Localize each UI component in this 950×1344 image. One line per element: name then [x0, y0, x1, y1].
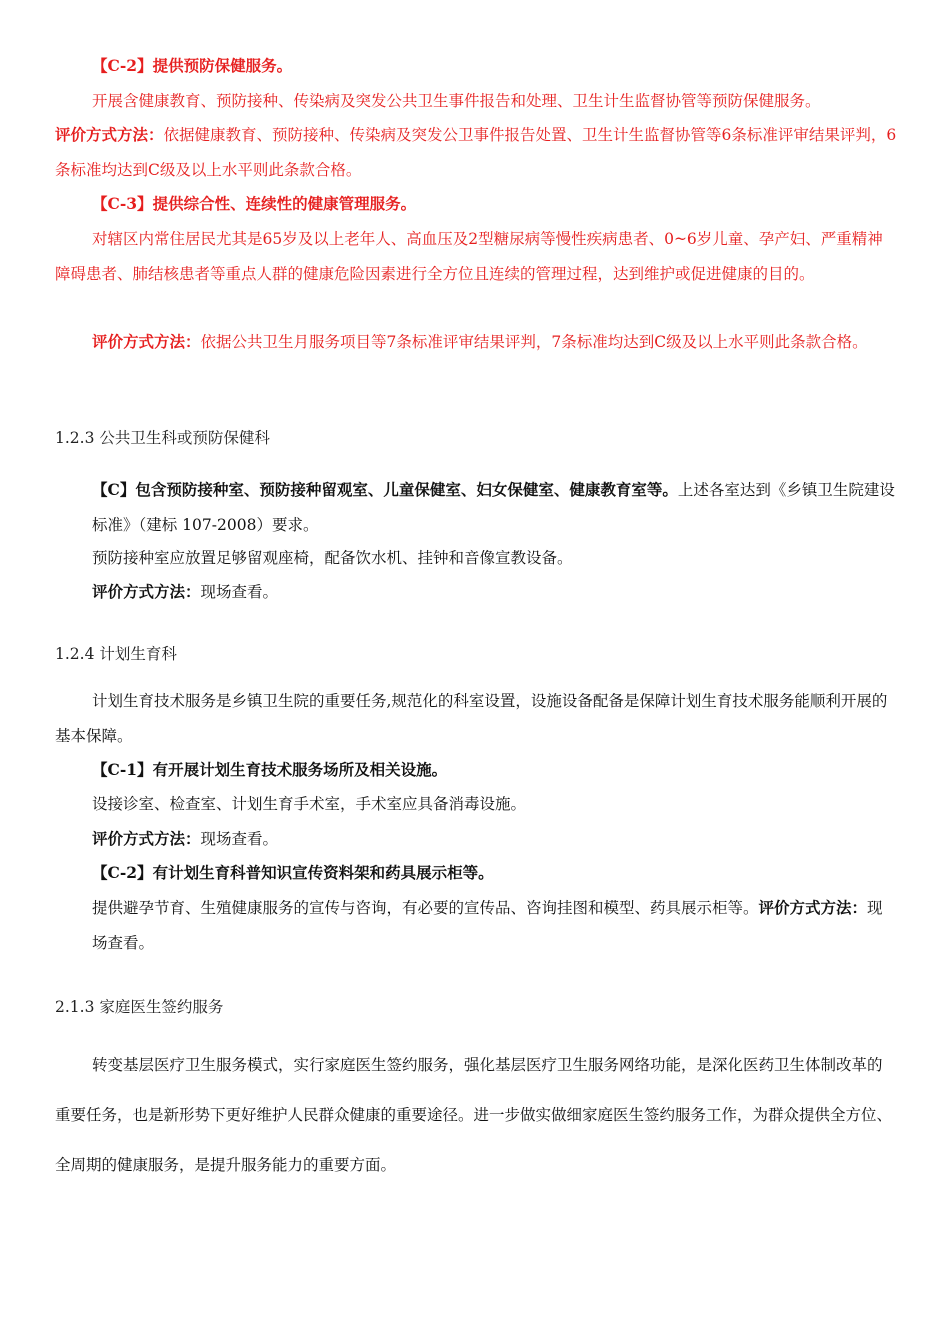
c2-eval-text: 依据健康教育、预防接种、传染病及突发公卫事件报告处置、卫生计生监督协管等6条标准评审结果评判，6条标准均达到C级及以上水平则此条款合格。	[55, 126, 897, 179]
c2-tag: 【C-2】	[92, 56, 153, 75]
c2-prevention-body: 开展含健康教育、预防接种、传染病及突发公共卫生事件报告和处理、卫生计生监督协管等预防保健服务。	[92, 92, 821, 110]
c3-eval-label: 评价方式方法：	[92, 332, 201, 351]
c3-body: 对辖区内常住居民尤其是65岁及以上老年人、高血压及2型糖尿病等慢性疾病患者、0~6岁儿童、孕产妇、严重精神障碍患者、肺结核患者等重点人群的健康危险因素进行全方位且连续的管理过程，达到维护或促进健康的目的。	[55, 230, 883, 283]
s124-c1-eval-label: 评价方式方法：	[92, 829, 201, 848]
c3-heading	[55, 187, 897, 222]
c2-eval-label: 评价方式方法：	[55, 125, 164, 144]
section-1-2-4-heading: 1.2.4 计划生育科	[55, 645, 177, 663]
s124-c2-title: 有计划生育科普知识宣传资料架和药具展示柜等。	[152, 863, 494, 882]
s124-c2-eval-label: 评价方式方法：	[758, 898, 868, 917]
c3-title: 提供综合性、连续性的健康管理服务。	[152, 194, 417, 213]
section-1-2-3-heading: 1.2.3 公共卫生科或预防保健科	[55, 429, 270, 447]
c3-evaluation	[55, 325, 897, 360]
s123-eval-label: 评价方式方法：	[92, 582, 201, 601]
s124-intro: 计划生育技术服务是乡镇卫生院的重要任务,规范化的科室设置，设施设备配备是保障计划生育技术服务能顺利开展的基本保障。	[55, 692, 888, 745]
s124-c2-item	[92, 891, 897, 960]
s124-c1-eval-text: 现场查看。	[200, 830, 279, 848]
s124-c2-text: 提供避孕节育、生殖健康服务的宣传与咨询，有必要的宣传品、咨询挂图和模型、药具展示柜等。	[92, 899, 759, 917]
c2-title: 提供预防保健服务。	[152, 56, 293, 75]
s124-c2-eval-text: 现场查看。	[92, 899, 883, 952]
s123-c-tag: 【C】	[92, 480, 136, 499]
s124-c1-tag: 【C-1】	[92, 760, 153, 779]
s123-c-text: 上述各室达到《乡镇卫生院建设标准》（建标 107-2008）要求。	[92, 481, 895, 534]
s123-evaluation	[92, 575, 897, 610]
s213-body: 转变基层医疗卫生服务模式，实行家庭医生签约服务，强化基层医疗卫生服务网络功能，是深化医药卫生体制改革的重要任务，也是新形势下更好维护人民群众健康的重要途径。进一步做实做细家庭医生签约服务工作，为群众提供全方位、全周期的健康服务，是提升服务能力的重要方面。	[55, 1056, 893, 1174]
c3-tag: 【C-3】	[92, 194, 153, 213]
c2-prevention-evaluation	[55, 118, 897, 187]
s123-c-item	[92, 473, 897, 542]
s124-c1-heading	[92, 753, 897, 788]
s124-c1-title: 有开展计划生育技术服务场所及相关设施。	[152, 760, 448, 779]
c2-prevention-heading	[55, 49, 897, 84]
s124-c2-tag: 【C-2】	[92, 863, 153, 882]
s123-eval-text: 现场查看。	[200, 583, 279, 601]
c3-eval-text: 依据公共卫生月服务项目等7条标准评审结果评判，7条标准均达到C级及以上水平则此条款合格。	[200, 333, 868, 351]
s124-c2-heading	[92, 856, 897, 891]
s123-line2: 预防接种室应放置足够留观座椅，配备饮水机、挂钟和音像宣教设备。	[92, 549, 573, 567]
s124-c1-text: 设接诊室、检查室、计划生育手术室，手术室应具备消毒设施。	[92, 795, 527, 813]
s123-c-title: 包含预防接种室、预防接种留观室、儿童保健室、妇女保健室、健康教育室等。	[135, 480, 678, 499]
s124-c1-evaluation	[92, 822, 897, 857]
section-2-1-3-heading: 2.1.3 家庭医生签约服务	[55, 998, 224, 1016]
